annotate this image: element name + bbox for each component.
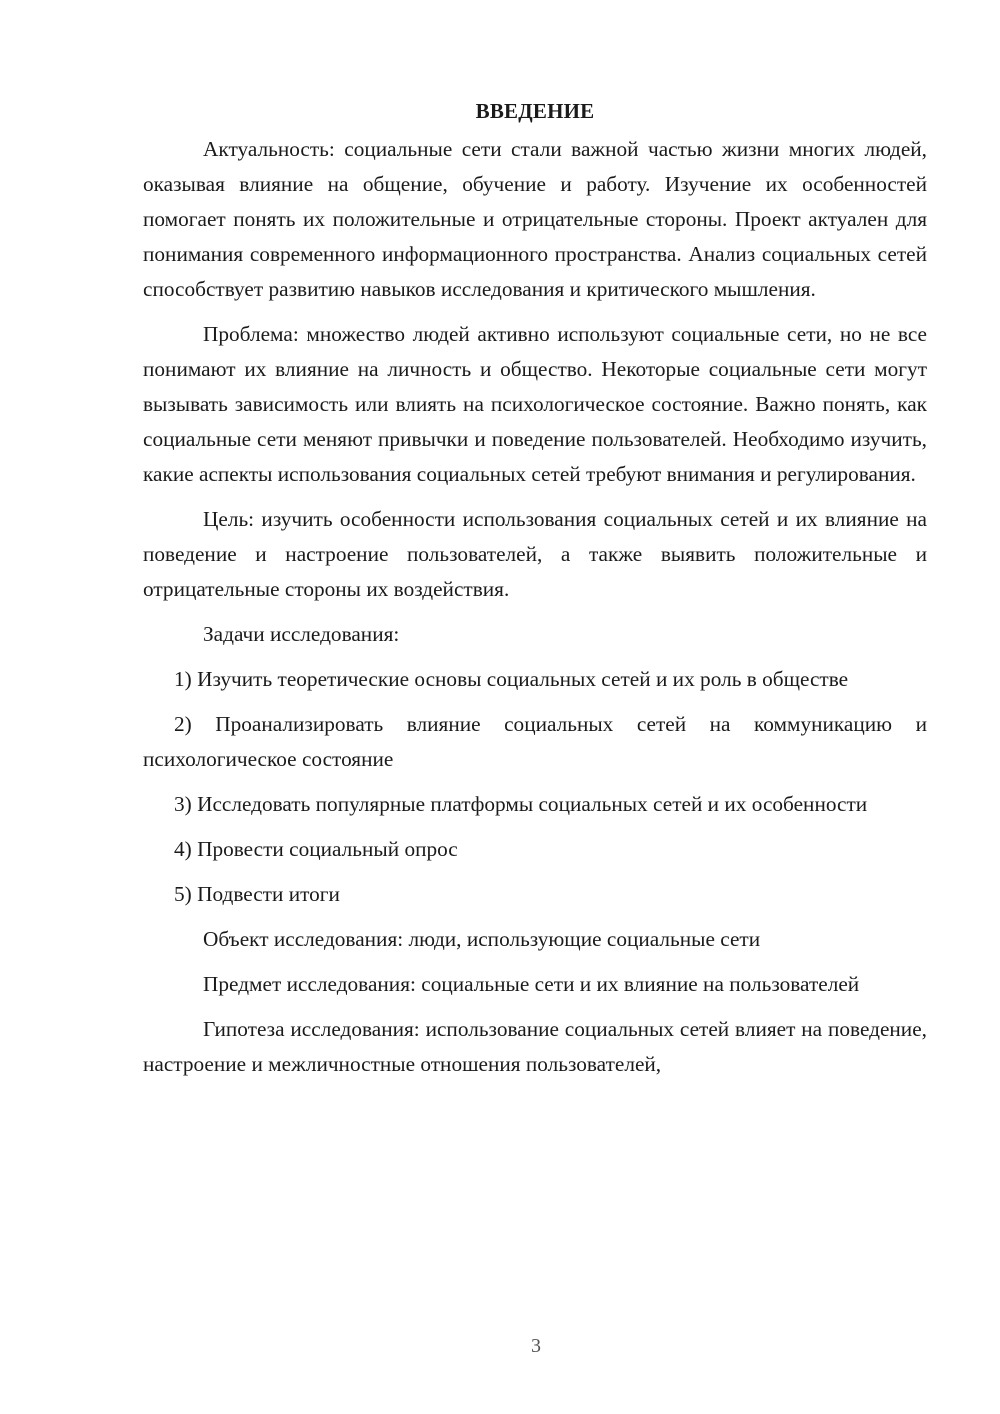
paragraph-hypothesis: Гипотеза исследования: использование социальных сетей влияет на поведение, настроение и межличностные отношения пользователей, xyxy=(143,1017,927,1076)
task-item: 1) Изучить теоретические основы социальных сетей и их роль в обществе xyxy=(174,667,849,691)
task-item: 5) Подвести итоги xyxy=(174,882,340,906)
paragraph-object: Объект исследования: люди, использующие социальные сети xyxy=(203,927,761,951)
task-item: 3) Исследовать популярные платформы социальных сетей и их особенности xyxy=(174,792,868,816)
page-number: 3 xyxy=(531,1335,541,1357)
page-content xyxy=(143,96,927,1082)
paragraph-problem: Проблема: множество людей активно используют социальные сети, но не все понимают их влияние на личность и общество. Некоторые социальные сети могут вызывать зависимость или влиять на психологическое состояние. Важно понять, как социальные сети меняют привычки и поведение пользователей. Необходимо изучить, какие аспекты использования социальных сетей требуют внимания и регулирования. xyxy=(143,322,927,486)
paragraph-subject: Предмет исследования: социальные сети и их влияние на пользователей xyxy=(203,972,860,996)
paragraph-relevance: Актуальность: социальные сети стали важной частью жизни многих людей, оказывая влияние на общение, обучение и работу. Изучение их особенностей помогает понять их положительные и отрицательные стороны. Проект актуален для понимания современного информационного пространства. Анализ социальных сетей способствует развитию навыков исследования и критического мышления. xyxy=(143,137,927,301)
paragraph-tasks-intro: Задачи исследования: xyxy=(203,622,400,646)
task-item: 2) Проанализировать влияние социальных сетей на коммуникацию и психологическое состояние xyxy=(143,712,927,771)
task-item: 4) Провести социальный опрос xyxy=(174,837,458,861)
section-heading: ВВЕДЕНИЕ xyxy=(475,99,595,123)
paragraph-goal: Цель: изучить особенности использования социальных сетей и их влияние на поведение и настроение пользователей, а также выявить положительные и отрицательные стороны их воздействия. xyxy=(143,507,927,601)
